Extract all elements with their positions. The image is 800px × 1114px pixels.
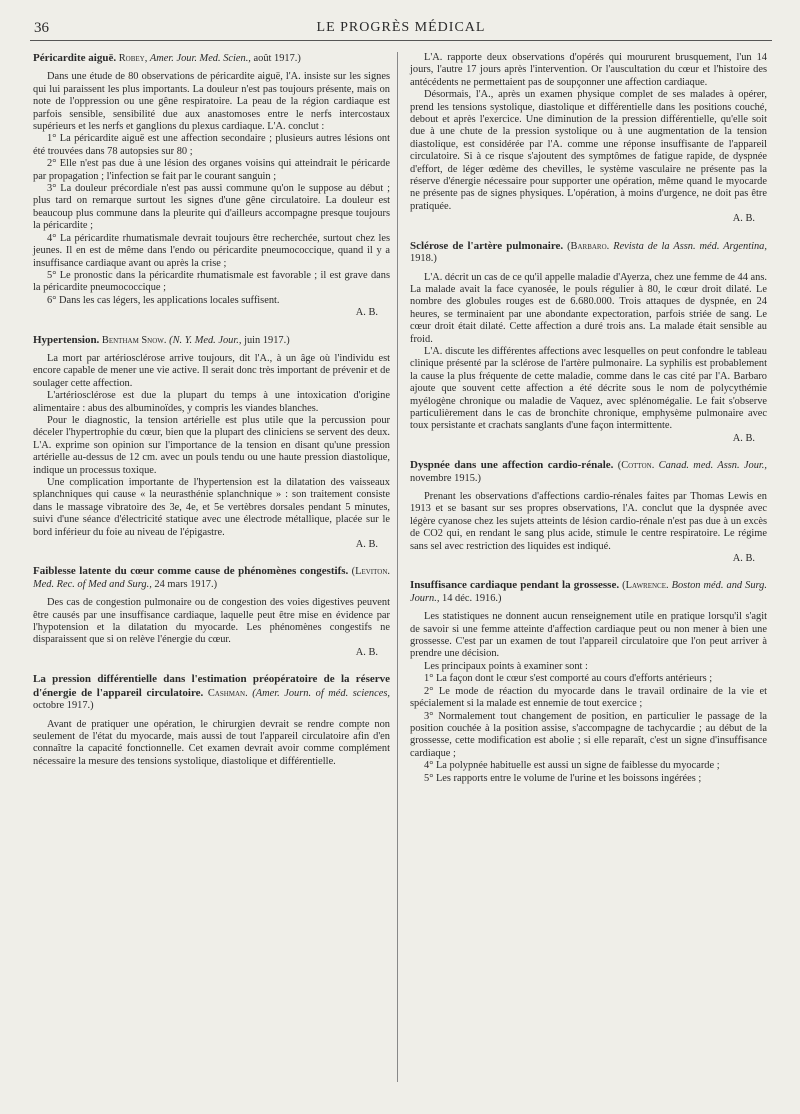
right-column (410, 52, 767, 799)
article-paragraph: 1° La péricardite aiguë est une affection secondaire ; plusieurs autres lésions ont été trouvées dans 78 autopsies sur 80 ; (33, 133, 390, 157)
article-signature: A. B. (355, 307, 378, 319)
article-paragraph: 2° Elle n'est pas due à une lésion des organes voisins qui atteindrait le péricarde par propagation ; l'infection se fait par le courant sanguin ; (33, 158, 390, 182)
article-date: 24 mars 1917.) (154, 578, 218, 590)
article-author: Bentham Snow. (101, 334, 167, 346)
article-paragraph: Les principaux points à examiner sont : (424, 660, 588, 672)
article-paragraph: 3° Normalement tout changement de position, en particulier le passage de la position couchée à la position assise, s'accompagne de tachycardie ; au début de la grossesse, cette modification est abolie ; si elle reparaît, c'est un signe d'insuffisance cardiaque ; (410, 710, 767, 759)
article-author: Robey, (118, 53, 148, 64)
article-paragraph: L'A. rapporte deux observations d'opérés qui moururent brusquement, l'un 14 jours, l'autre 17 jours après l'intervention. Or l'auscultation du cœur et l'histoire des antécédents ne permettaient pas de soupçonner une affection cardiaque. (410, 52, 767, 88)
article-paragraph: 4° La polypnée habituelle est aussi un signe de faiblesse du myocarde ; (424, 760, 720, 772)
article (410, 459, 767, 565)
article-source: Boston méd. and Surg. Journ., (410, 580, 767, 604)
article-paragraph: Une complication importante de l'hypertension est la dilatation des vaisseaux splanchniques qui cause « la neurasthénie splanchnique » : son traitement consiste dans le massage vibratoire des 3e, 4e, et 5e vertèbres dorsales pendant 5 minutes, suivi d'une séance d'électricité statique avec une électrode métallique, placée sur le bord inférieur du foie au niveau de l'épigastre. (33, 477, 390, 538)
article-title: Sclérose de l'artère pulmonaire. (410, 239, 564, 252)
page-header (30, 18, 772, 41)
article-date: août 1917.) (253, 53, 301, 64)
left-column (33, 52, 390, 782)
article-date: juin 1917.) (244, 334, 290, 346)
article-paragraph: 1° La façon dont le cœur s'est comporté au cours d'efforts antérieurs ; (424, 673, 713, 685)
article-signature: A. B. (732, 213, 755, 225)
article-heading (410, 579, 767, 605)
article-heading (410, 240, 767, 266)
article-paragraph: L'A. décrit un cas de ce qu'il appelle maladie d'Ayerza, chez une femme de 44 ans. La malade avait la face cyanosée, le pouls régulier à 80, le cœur droit dilaté. Le nombre des globules rouges est de 6.680.000. Trois attaques de dyspnée, en 24 heures, se terminaient par une abondante expectoration, parfois striée de sang. Le cœur droit était dilaté. Cette affection a duré trois ans. La malade était sensible au froid. (410, 271, 767, 345)
article-heading (410, 459, 767, 485)
article-paragraph: Désormais, l'A., après un examen physique complet de ses malades à opérer, prend les tensions systolique, diastolique et différentielle dans les positions couché, debout et après l'exercice. Une diminution de la pression différentielle, qu'elle soit due à une chute de la pression systolique ou à une augmentation de la tension diastolique, est considérée par l'A. comme une réponse insuffisante de l'appareil circulatoire. Si à ce risque s'ajoutent des symptômes de fatigue rapide, de dyspnée d'effort, de léger œdème des chevilles, le système vasculaire ne présente pas la réserve d'énergie nécessaire pour supporter une opération, même quand le myocarde ne présente pas de signes physiques. L'opération, à moins d'urgence, ne doit pas être pratiquée. (410, 89, 767, 212)
article (410, 240, 767, 446)
article-paragraph: 5° Le pronostic dans la péricardite rhumatismale est favorable ; il est grave dans la péricardite pneumococcique ; (33, 269, 390, 294)
article-source: (Amer. Journ. of méd. sciences, (252, 687, 390, 699)
article-author: (Leviton. (351, 566, 390, 578)
article (33, 52, 390, 320)
article-title: Dyspnée dans une affection cardio-rénale. (410, 459, 614, 472)
article-signature: A. B. (732, 432, 755, 444)
article-paragraph: Pour le diagnostic, la tension artérielle est plus utile que la percussion pour déceler l'hypertrophie du cœur, bien que la plupart des cliniciens se servent des deux. L'A. exprime son opinion sur l'importance de la tension en disant qu'une pression artérielle au-dessus de 12 cm. avec un pouls tendu ou une haute pression diastolique, indique un processus toxique. (33, 414, 390, 476)
article-paragraph: La mort par artériosclérose arrive toujours, dit l'A., à un âge où l'individu est encore capable de mener une vie active. Il serait donc très important de prévenir et de soulager cette affection. (33, 352, 390, 389)
article-paragraph: 5° Les rapports entre le volume de l'urine et les boissons ingérées ; (424, 772, 702, 784)
article (410, 579, 767, 785)
article (33, 565, 390, 659)
article-author: (Lawrence. (622, 580, 669, 592)
article-title: Insuffisance cardiaque pendant la grossesse. (410, 579, 620, 592)
article-paragraph: L'A. discute les différentes affections avec lesquelles on peut confondre le tableau clinique présenté par la sclérose de l'artère pulmonaire. La syphilis est probablement la cause la plus fréquente de cette maladie, comme dans le cas cité par l'A. Barbaro ajoute que souvent cette affection a été décrite sous le nom de polycythémie myélogène chronique ou maladie de Vaquez, avec splénomégalie. Le fait s'observe particulièrement dans le cas de bronchite chronique, emphysème pulmonaire avec toux persistante et crachats sanglants d'une façon intermittente. (410, 345, 767, 432)
journal-title: LE PROGRÈS MÉDICAL (316, 20, 486, 35)
article-source: Revista de la Assn. méd. Argentina, (613, 240, 767, 252)
article-paragraph: 2° Le mode de réaction du myocarde dans le travail ordinaire de la vie et spécialement si la malade est ennemie de tout exercice ; (410, 685, 767, 710)
article-date: octobre 1917.) (33, 700, 94, 712)
article-paragraph: Les statistiques ne donnent aucun renseignement utile en pratique lorsqu'il s'agit de savoir si une femme atteinte d'affection cardiaque peut ou non mener à bien une grossesse. C'est par un examen de tout l'appareil circulatoire que l'on peut arriver à prendre une décision. (410, 611, 767, 660)
article-date: novembre 1915.) (410, 472, 481, 484)
article-paragraph: Des cas de congestion pulmonaire ou de congestion des voies digestives peuvent être causés par une insuffisance cardiaque, laquelle peut être mise en évidence par l'hypotension et la dilatation du myocarde. Les phénomènes congestifs ne disparaissent que si on relève l'énergie du cœur. (33, 597, 390, 646)
article-signature: A. B. (355, 646, 378, 658)
article-paragraph: 3° La douleur précordiale n'est pas aussi commune qu'on le suppose au début ; plus tard on remarque surtout les signes d'une gêne circulatoire. La douleur est beaucoup plus commune dans la pleurite qui d'ailleurs accompagne presque toujours la péricardite ; (33, 183, 390, 232)
article (410, 52, 767, 226)
article-heading (33, 52, 390, 65)
article-title: La pression différentielle dans l'estimation préopératoire de la réserve d'énergie de l'appareil circulatoire. (33, 673, 390, 699)
article-paragraph: Dans une étude de 80 observations de péricardite aiguë, l'A. insiste sur les signes qui lui paraissent les plus importants. La douleur n'est pas toujours présente, mais on note de l'oppression ou une gêne respiratoire. La peau de la région cardiaque est parfois sensible, sensibilité due aux anastomoses entre le nerfs intercostaux supérieurs et les nerfs et ganglions du plexus cardiaque. L'A. conclut : (33, 71, 390, 133)
article-author: Cashman. (207, 687, 248, 699)
article-source: Canad. med. Assn. Jour., (658, 460, 768, 472)
article (33, 673, 390, 768)
article-author: (Barbaro. (567, 240, 610, 252)
page-number: 36 (34, 20, 49, 36)
article-heading (33, 334, 390, 347)
article (33, 334, 390, 552)
article-paragraph: 6° Dans les cas légers, les applications locales suffisent. (47, 294, 280, 306)
article-source: Med. Rec. of Med and Surg., (33, 578, 152, 590)
article-author: (Cotton. (617, 460, 655, 472)
article-date: 1918.) (410, 253, 437, 265)
article-date: 14 déc. 1916.) (442, 592, 502, 604)
article-signature: A. B. (732, 553, 755, 565)
article-paragraph: L'artériosclérose est due la plupart du temps à une intoxication d'origine alimentaire : abus des albuminoïdes, y compris les viandes blanches. (33, 390, 390, 414)
article-signature: A. B. (355, 539, 378, 551)
article-source: Amer. Jour. Med. Scien., (149, 53, 251, 64)
article-paragraph: Avant de pratiquer une opération, le chirurgien devrait se rendre compte non seulement de l'état du myocarde, mais aussi de tout l'appareil circulatoire afin d'en connaître la capacité fonctionnelle. Cet examen devrait avoir comme complément nécessaire la mesure des tensions systolique, diastolique et différentielle. (33, 718, 390, 767)
article-title: Hypertension. (33, 333, 100, 346)
article-heading (33, 673, 390, 712)
article-source: (N. Y. Med. Jour., (169, 334, 242, 346)
article-paragraph: Prenant les observations d'affections cardio-rénales faites par Thomas Lewis en 1913 et se basant sur ses propres observations, l'A. conclut que la dyspnée avec légère cyanose chez les sujets atteints de lésion cardio-rénale n'est pas due à un excès de CO2 qui, en rendant le sang plus acide, stimule le centre respiratoire. Le régime sans sel avec restriction des liquides est indiqué. (410, 491, 767, 552)
article-title: Péricardite aiguë. (33, 52, 117, 64)
article-paragraph: 4° La péricardite rhumatismale devrait toujours être recherchée, surtout chez les jeunes. Il en est de même dans l'endo ou péricardite pneumococcique, quand il y a insuffisance cardiaque avant ou après la crise ; (33, 232, 390, 269)
article-title: Faiblesse latente du cœur comme cause de phénomènes congestifs. (33, 565, 349, 578)
column-divider (397, 52, 398, 1082)
article-heading (33, 565, 390, 591)
